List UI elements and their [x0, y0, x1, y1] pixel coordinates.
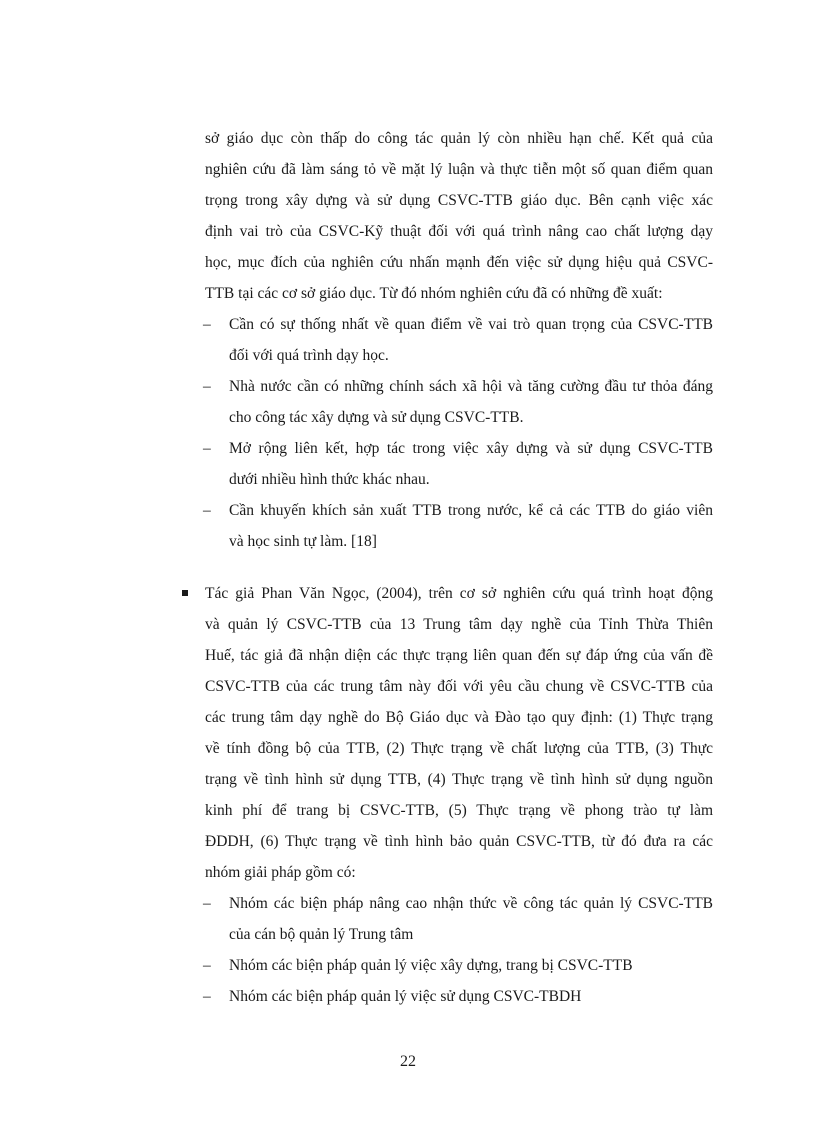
list-item-line: Nhóm các biện pháp quản lý việc xây dựng, trang bị CSVC-TTB [229, 957, 633, 974]
list-item-line: và học sinh tự làm. [18] [229, 533, 377, 550]
text-line: trọng trong xây dựng và sử dụng CSVC-TTB giáo dục. Bên cạnh việc xác [205, 192, 713, 209]
dash-marker: – [203, 957, 211, 974]
list-item-line: Cần khuyến khích sản xuất TTB trong nước, kể cả các TTB do giáo viên [229, 502, 713, 519]
text-line: ĐDDH, (6) Thực trạng về tình hình bảo quản CSVC-TTB, từ đó đưa ra các [205, 833, 713, 850]
list-item-line: Nhóm các biện pháp quản lý việc sử dụng CSVC-TBDH [229, 988, 582, 1005]
dash-marker: – [203, 502, 211, 519]
list-item-line: dưới nhiều hình thức khác nhau. [229, 471, 430, 488]
dash-marker: – [203, 440, 211, 457]
text-line: nghiên cứu đã làm sáng tỏ về mặt lý luận và thực tiễn một số quan điểm quan [205, 161, 713, 178]
square-bullet-icon [182, 590, 188, 596]
list-item-line: đối với quá trình dạy học. [229, 347, 389, 364]
text-line: trạng về tình hình sử dụng TTB, (4) Thực trạng về tình hình sử dụng nguồn [205, 771, 713, 788]
dash-marker: – [203, 316, 211, 333]
list-item-line: Nhóm các biện pháp nâng cao nhận thức về công tác quản lý CSVC-TTB [229, 895, 713, 912]
dash-marker: – [203, 378, 211, 395]
text-line: và quản lý CSVC-TTB của 13 Trung tâm dạy nghề của Tỉnh Thừa Thiên [205, 616, 713, 633]
list-item-line: cho công tác xây dựng và sử dụng CSVC-TTB. [229, 409, 524, 426]
text-line: sở giáo dục còn thấp do công tác quản lý còn nhiều hạn chế. Kết quả của [205, 130, 713, 147]
text-line: nhóm giải pháp gồm có: [205, 864, 356, 881]
list-item-line: Cần có sự thống nhất về quan điểm về vai trò quan trọng của CSVC-TTB [229, 316, 713, 333]
text-line: học, mục đích của nghiên cứu nhấn mạnh đến việc sử dụng hiệu quả CSVC- [205, 254, 713, 271]
list-item-line: của cán bộ quản lý Trung tâm [229, 926, 414, 943]
text-line: về tính đồng bộ của TTB, (2) Thực trạng về chất lượng của TTB, (3) Thực [205, 740, 713, 757]
text-line: Huế, tác giả đã nhận diện các thực trạng liên quan đến sự đáp ứng của vấn đề [205, 647, 713, 664]
text-line: Tác giả Phan Văn Ngọc, (2004), trên cơ sở nghiên cứu quá trình hoạt động [205, 585, 713, 602]
text-line: TTB tại các cơ sở giáo dục. Từ đó nhóm nghiên cứu đã có những đề xuất: [205, 285, 663, 302]
text-line: kinh phí để trang bị CSVC-TTB, (5) Thực trạng về phong trào tự làm [205, 802, 713, 819]
text-line: định vai trò của CSVC-Kỹ thuật đối với quá trình nâng cao chất lượng dạy [205, 223, 713, 240]
dash-marker: – [203, 988, 211, 1005]
list-item-line: Nhà nước cần có những chính sách xã hội và tăng cường đầu tư thỏa đáng [229, 378, 713, 395]
text-line: CSVC-TTB của các trung tâm này đối với yêu cầu chung về CSVC-TTB của [205, 678, 713, 695]
dash-marker: – [203, 895, 211, 912]
list-item-line: Mở rộng liên kết, hợp tác trong việc xây dựng và sử dụng CSVC-TTB [229, 440, 713, 457]
page-number: 22 [400, 1053, 416, 1070]
text-line: các trung tâm dạy nghề do Bộ Giáo dục và Đào tạo quy định: (1) Thực trạng [205, 709, 713, 726]
